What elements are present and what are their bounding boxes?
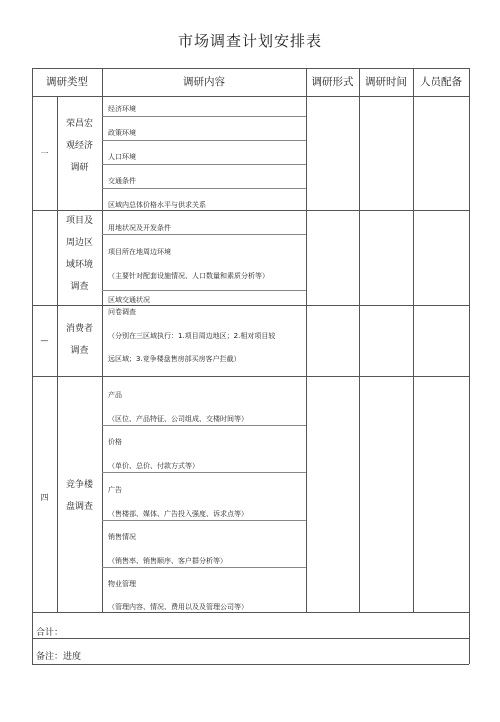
content-item: （管理内容、情况、费用以及及管理公司等） <box>108 603 248 611</box>
content-item: 远区域；3.竞争楼盘售房部买房客户拦截） <box>108 355 241 363</box>
section-number: — <box>40 336 49 345</box>
section-number: 一 <box>40 149 49 158</box>
content-item: 交通条件 <box>108 177 136 185</box>
content-item: 广告 <box>108 486 122 494</box>
header-content: 调研内容 <box>183 76 225 88</box>
content-item: 项目所在地周边环境 <box>108 248 171 256</box>
content-item: （区位、产品特征、公司组成、交楼时间等） <box>108 415 248 423</box>
content-item: 区域交通状况 <box>108 296 150 304</box>
content-item: 物业管理 <box>108 580 136 588</box>
content-item: 销售情况 <box>108 533 136 541</box>
section-type: 竞争楼 盘调查 <box>65 480 93 512</box>
header-staff: 人员配备 <box>420 76 462 88</box>
content-item: 区域内总体价格水平与供求关系 <box>108 201 206 209</box>
remarks-label: 备注：进度 <box>36 652 82 662</box>
total-label: 合计： <box>36 628 64 638</box>
content-item: 人口环境 <box>108 153 136 161</box>
page-title: 市场调查计划安排表 <box>177 32 322 50</box>
content-item: （分别在三区域执行：1.项目周边地区；2.相对项目较 <box>108 332 276 340</box>
header-form: 调研形式 <box>311 76 354 88</box>
section-type: 项目及 周边区 域环境 调查 <box>65 216 93 292</box>
content-item: 经济环境 <box>108 105 136 113</box>
content-item: 问卷调查 <box>108 308 136 316</box>
content-item: 价格 <box>108 438 122 446</box>
section-type: 荣昌宏 观经济 调研 <box>65 119 93 173</box>
content-item: （主要针对配套设施情况、人口数量和素质分析等） <box>108 272 269 280</box>
content-item: （售楼部、媒体、广告投入强度、诉求点等） <box>108 510 248 518</box>
content-item: 政策环境 <box>108 129 136 137</box>
header-time: 调研时间 <box>365 76 407 88</box>
section-type: 消费者 调查 <box>65 324 93 356</box>
content-item: （销售率、销售顺序、客户群分析等） <box>108 557 227 565</box>
content-item: 产品 <box>108 391 122 399</box>
content-item: 用地状况及开发条件 <box>108 224 171 232</box>
section-number: 四 <box>40 493 49 502</box>
content-item: （单价、总价、付款方式等） <box>108 462 199 470</box>
header-type: 调研类型 <box>46 76 88 88</box>
